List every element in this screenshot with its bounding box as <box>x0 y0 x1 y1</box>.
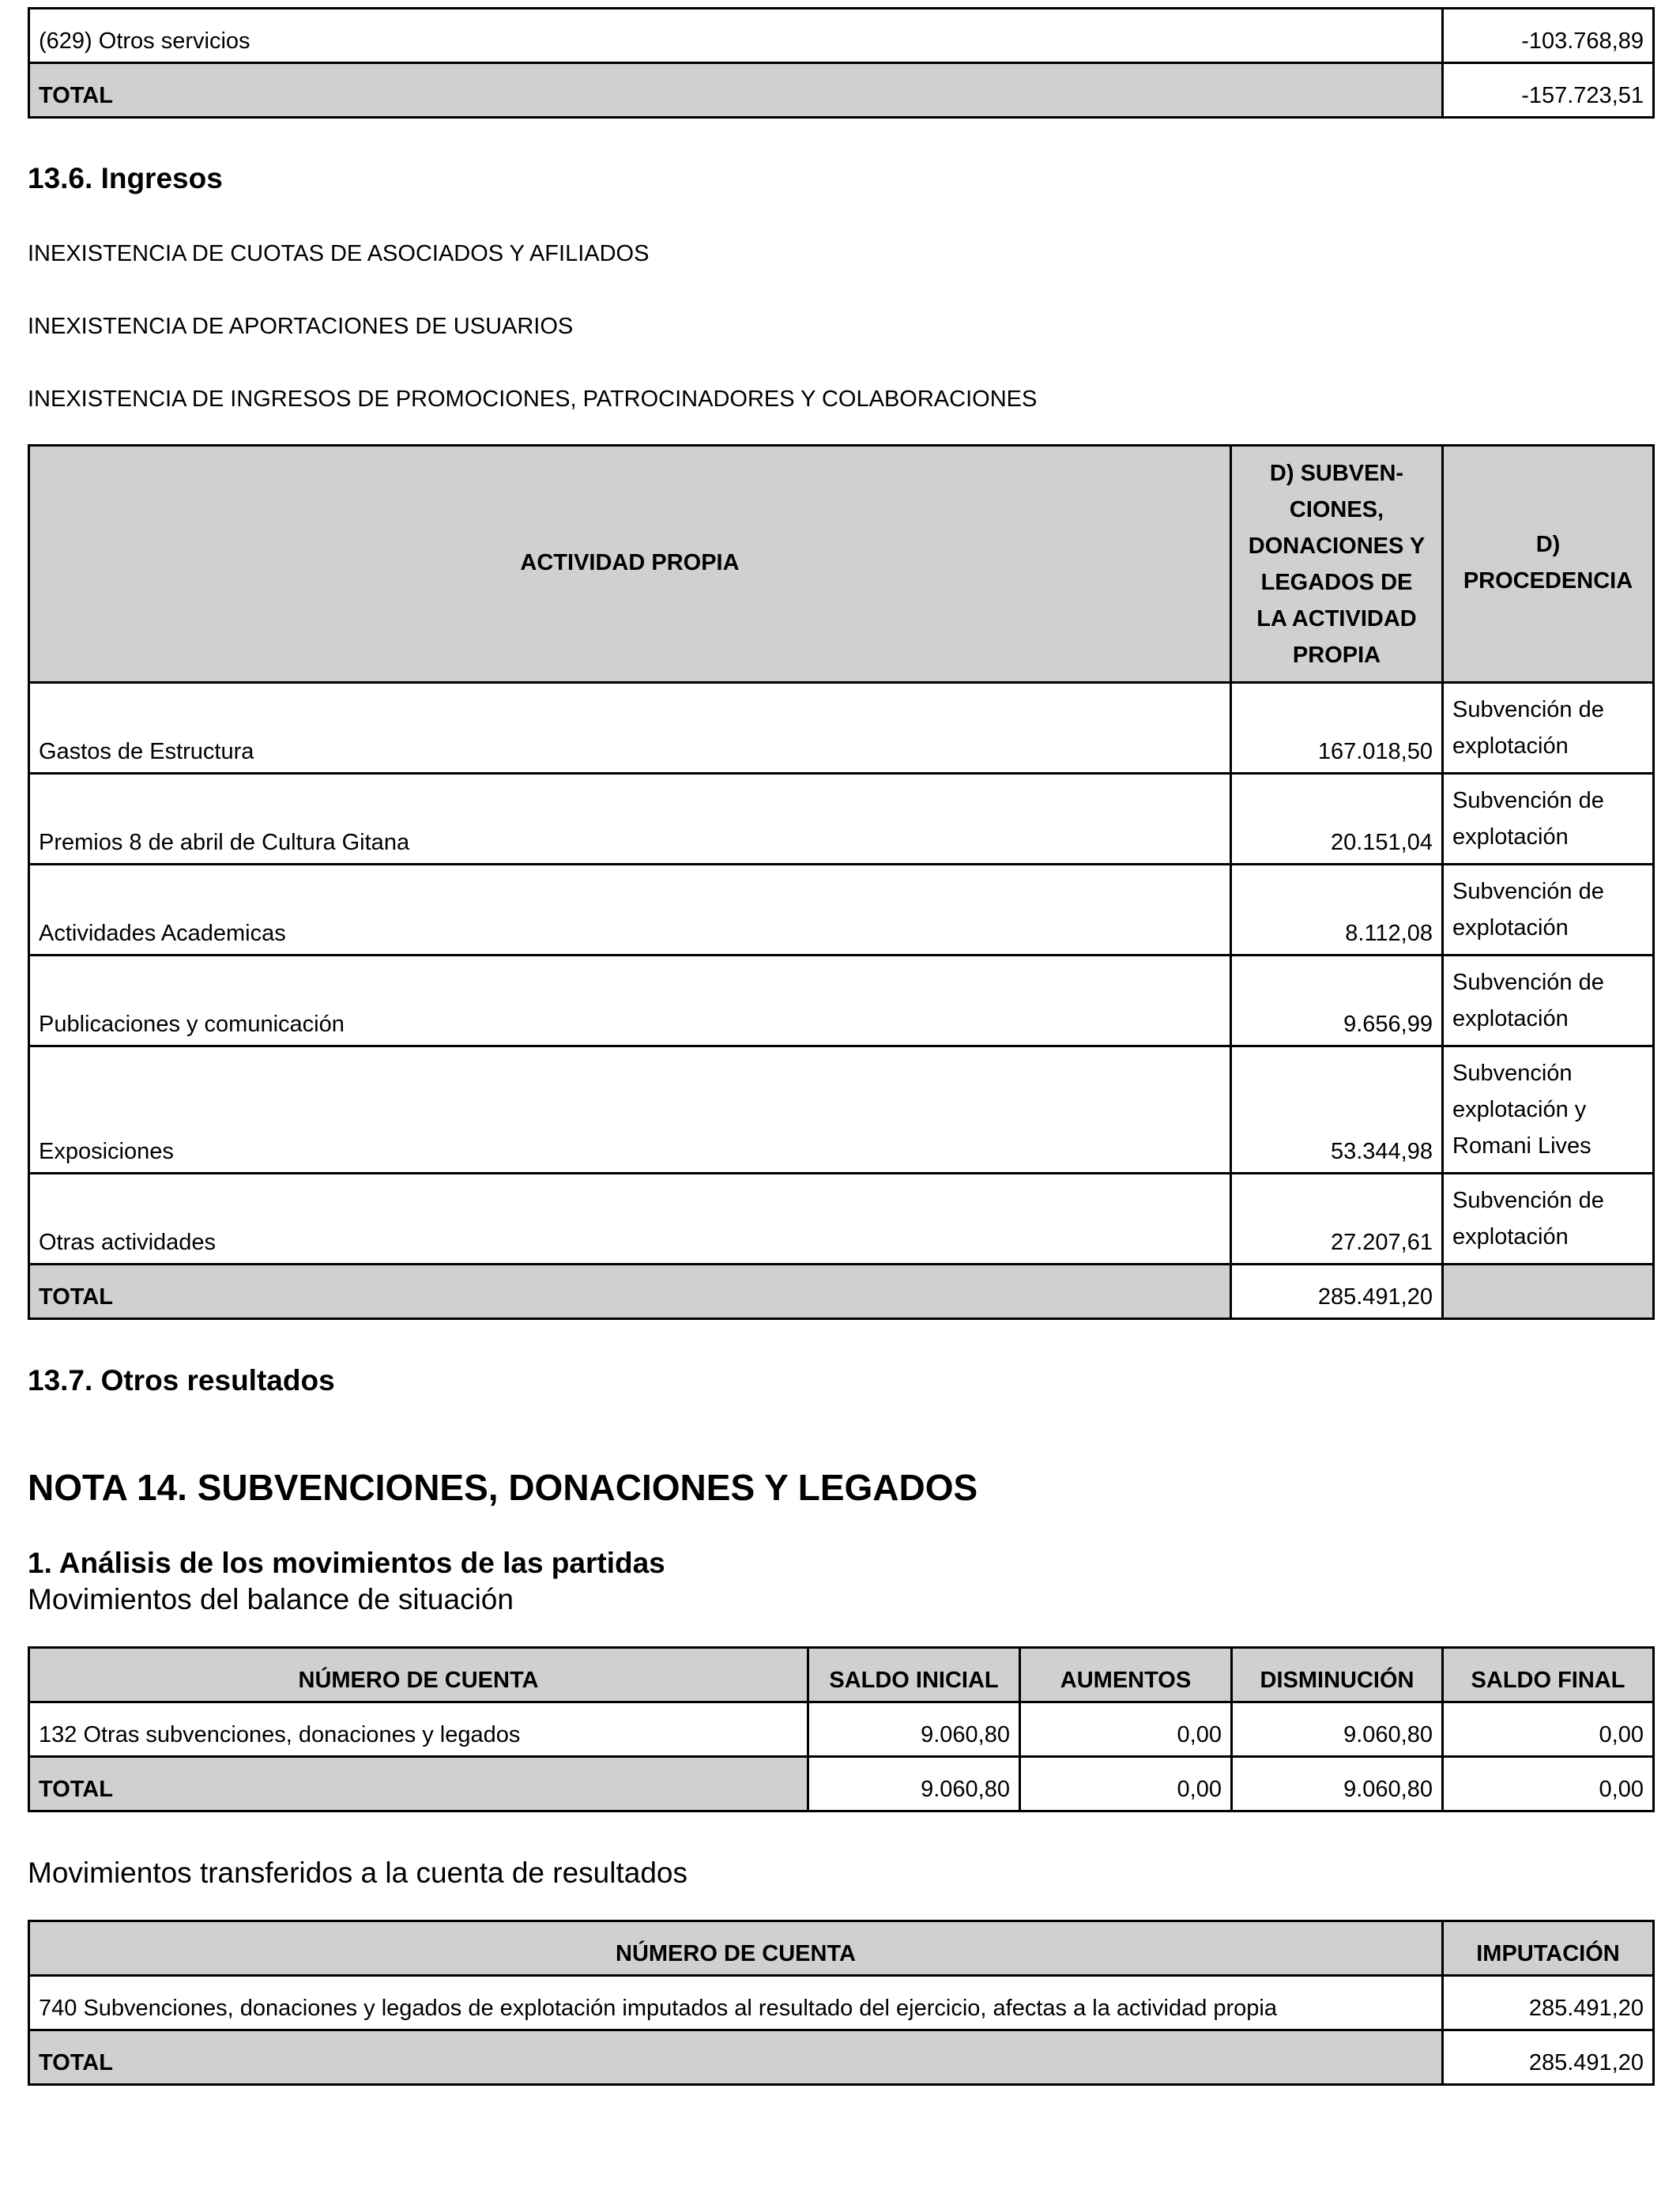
total-imputacion: 285.491,20 <box>1443 2030 1654 2085</box>
table-header-row <box>29 1648 1654 1702</box>
header-line: PROCEDENCIA <box>1463 568 1633 594</box>
transfer-movements-table <box>28 1920 1655 2086</box>
balance-subtitle: Movimientos del balance de situación <box>28 1583 514 1615</box>
cuenta-cell: 132 Otras subvenciones, donaciones y legados <box>29 1702 808 1757</box>
analisis-heading: 1. Análisis de los movimientos de las partidas <box>28 1547 665 1579</box>
total-disminucion: 9.060,80 <box>1232 1757 1443 1811</box>
procedencia-line: Subvención <box>1452 1061 1573 1086</box>
row-label: (629) Otros servicios <box>29 9 1443 63</box>
procedencia-line: explotación <box>1452 1006 1569 1031</box>
header-aumentos: AUMENTOS <box>1020 1648 1232 1702</box>
total-row <box>29 1757 1654 1811</box>
table-header-row <box>29 446 1654 683</box>
total-value: -157.723,51 <box>1443 63 1654 118</box>
procedencia-cell <box>1443 1046 1654 1174</box>
procedencia-line: explotación <box>1452 1224 1569 1250</box>
actividad-propia-table <box>28 444 1655 1320</box>
imputacion-cell: 285.491,20 <box>1443 1976 1654 2030</box>
total-empty-cell <box>1443 1265 1654 1319</box>
header-line: PROPIA <box>1292 642 1381 668</box>
total-saldo-final: 0,00 <box>1443 1757 1654 1811</box>
header-line: CIONES, <box>1289 496 1384 522</box>
ingresos-line-2: INEXISTENCIA DE APORTACIONES DE USUARIOS <box>28 314 574 339</box>
saldo-final-cell: 0,00 <box>1443 1702 1654 1757</box>
total-label: TOTAL <box>29 1265 1231 1319</box>
procedencia-line: explotación <box>1452 915 1569 941</box>
header-numero-cuenta: NÚMERO DE CUENTA <box>29 1921 1443 1976</box>
table-row <box>29 774 1654 865</box>
amount-cell: 27.207,61 <box>1231 1174 1443 1265</box>
table-row <box>29 1174 1654 1265</box>
saldo-inicial-cell: 9.060,80 <box>808 1702 1020 1757</box>
procedencia-line: explotación y <box>1452 1097 1587 1122</box>
amount-cell: 167.018,50 <box>1231 683 1443 774</box>
row-value: -103.768,89 <box>1443 9 1654 63</box>
table-row <box>29 865 1654 956</box>
ingresos-line-1: INEXISTENCIA DE CUOTAS DE ASOCIADOS Y AFILIADOS <box>28 241 650 266</box>
activity-cell: Actividades Academicas <box>29 865 1231 956</box>
section-heading-13-7: 13.7. Otros resultados <box>28 1364 335 1397</box>
procedencia-cell <box>1443 865 1654 956</box>
procedencia-cell <box>1443 683 1654 774</box>
activity-cell: Exposiciones <box>29 1046 1231 1174</box>
amount-cell: 9.656,99 <box>1231 956 1443 1046</box>
procedencia-line: explotación <box>1452 733 1569 759</box>
amount-cell: 8.112,08 <box>1231 865 1443 956</box>
activity-cell: Publicaciones y comunicación <box>29 956 1231 1046</box>
balance-movements-table <box>28 1646 1655 1812</box>
header-line: LEGADOS DE <box>1260 569 1413 595</box>
total-label: TOTAL <box>29 1757 808 1811</box>
procedencia-line: Subvención de <box>1452 697 1604 722</box>
activity-cell: Gastos de Estructura <box>29 683 1231 774</box>
header-line: D) SUBVEN- <box>1269 460 1404 486</box>
header-actividad-propia: ACTIVIDAD PROPIA <box>29 446 1231 683</box>
total-label: TOTAL <box>29 2030 1443 2085</box>
procedencia-line: Romani Lives <box>1452 1133 1591 1159</box>
disminucion-cell: 9.060,80 <box>1232 1702 1443 1757</box>
amount-cell: 20.151,04 <box>1231 774 1443 865</box>
procedencia-cell <box>1443 1174 1654 1265</box>
procedencia-line: Subvención de <box>1452 788 1604 813</box>
table-header-row <box>29 1921 1654 1976</box>
procedencia-line: Subvención de <box>1452 1188 1604 1213</box>
header-line: DONACIONES Y <box>1248 533 1426 559</box>
header-line: LA ACTIVIDAD <box>1256 605 1417 631</box>
activity-cell: Premios 8 de abril de Cultura Gitana <box>29 774 1231 865</box>
total-label: TOTAL <box>29 63 1443 118</box>
total-aumentos: 0,00 <box>1020 1757 1232 1811</box>
header-saldo-inicial: SALDO INICIAL <box>808 1648 1020 1702</box>
total-row <box>29 1265 1654 1319</box>
otros-servicios-table <box>28 7 1655 119</box>
transfer-subtitle: Movimientos transferidos a la cuenta de resultados <box>28 1857 687 1889</box>
procedencia-line: Subvención de <box>1452 970 1604 995</box>
table-row <box>29 1046 1654 1174</box>
header-line: D) <box>1535 532 1561 557</box>
ingresos-line-3: INEXISTENCIA DE INGRESOS DE PROMOCIONES, PATROCINADORES Y COLABORACIONES <box>28 386 1038 412</box>
header-numero-cuenta: NÚMERO DE CUENTA <box>29 1648 808 1702</box>
table-row <box>29 956 1654 1046</box>
table-row <box>29 683 1654 774</box>
header-subvenciones <box>1231 446 1443 683</box>
section-heading-13-6: 13.6. Ingresos <box>28 162 223 194</box>
cuenta-cell: 740 Subvenciones, donaciones y legados de explotación imputados al resultado del ejercicio, afectas a la actividad propia <box>29 1976 1443 2030</box>
table-row <box>29 9 1654 63</box>
header-saldo-final: SALDO FINAL <box>1443 1648 1654 1702</box>
header-procedencia <box>1443 446 1654 683</box>
table-row <box>29 1702 1654 1757</box>
total-amount: 285.491,20 <box>1231 1265 1443 1319</box>
amount-cell: 53.344,98 <box>1231 1046 1443 1174</box>
table-row <box>29 1976 1654 2030</box>
header-disminucion: DISMINUCIÓN <box>1232 1648 1443 1702</box>
total-row <box>29 2030 1654 2085</box>
activity-cell: Otras actividades <box>29 1174 1231 1265</box>
procedencia-line: Subvención de <box>1452 879 1604 904</box>
procedencia-cell <box>1443 956 1654 1046</box>
total-row <box>29 63 1654 118</box>
procedencia-cell <box>1443 774 1654 865</box>
header-imputacion: IMPUTACIÓN <box>1443 1921 1654 1976</box>
aumentos-cell: 0,00 <box>1020 1702 1232 1757</box>
nota-14-heading: NOTA 14. SUBVENCIONES, DONACIONES Y LEGADOS <box>28 1467 978 1508</box>
procedencia-line: explotación <box>1452 824 1569 850</box>
total-saldo-inicial: 9.060,80 <box>808 1757 1020 1811</box>
